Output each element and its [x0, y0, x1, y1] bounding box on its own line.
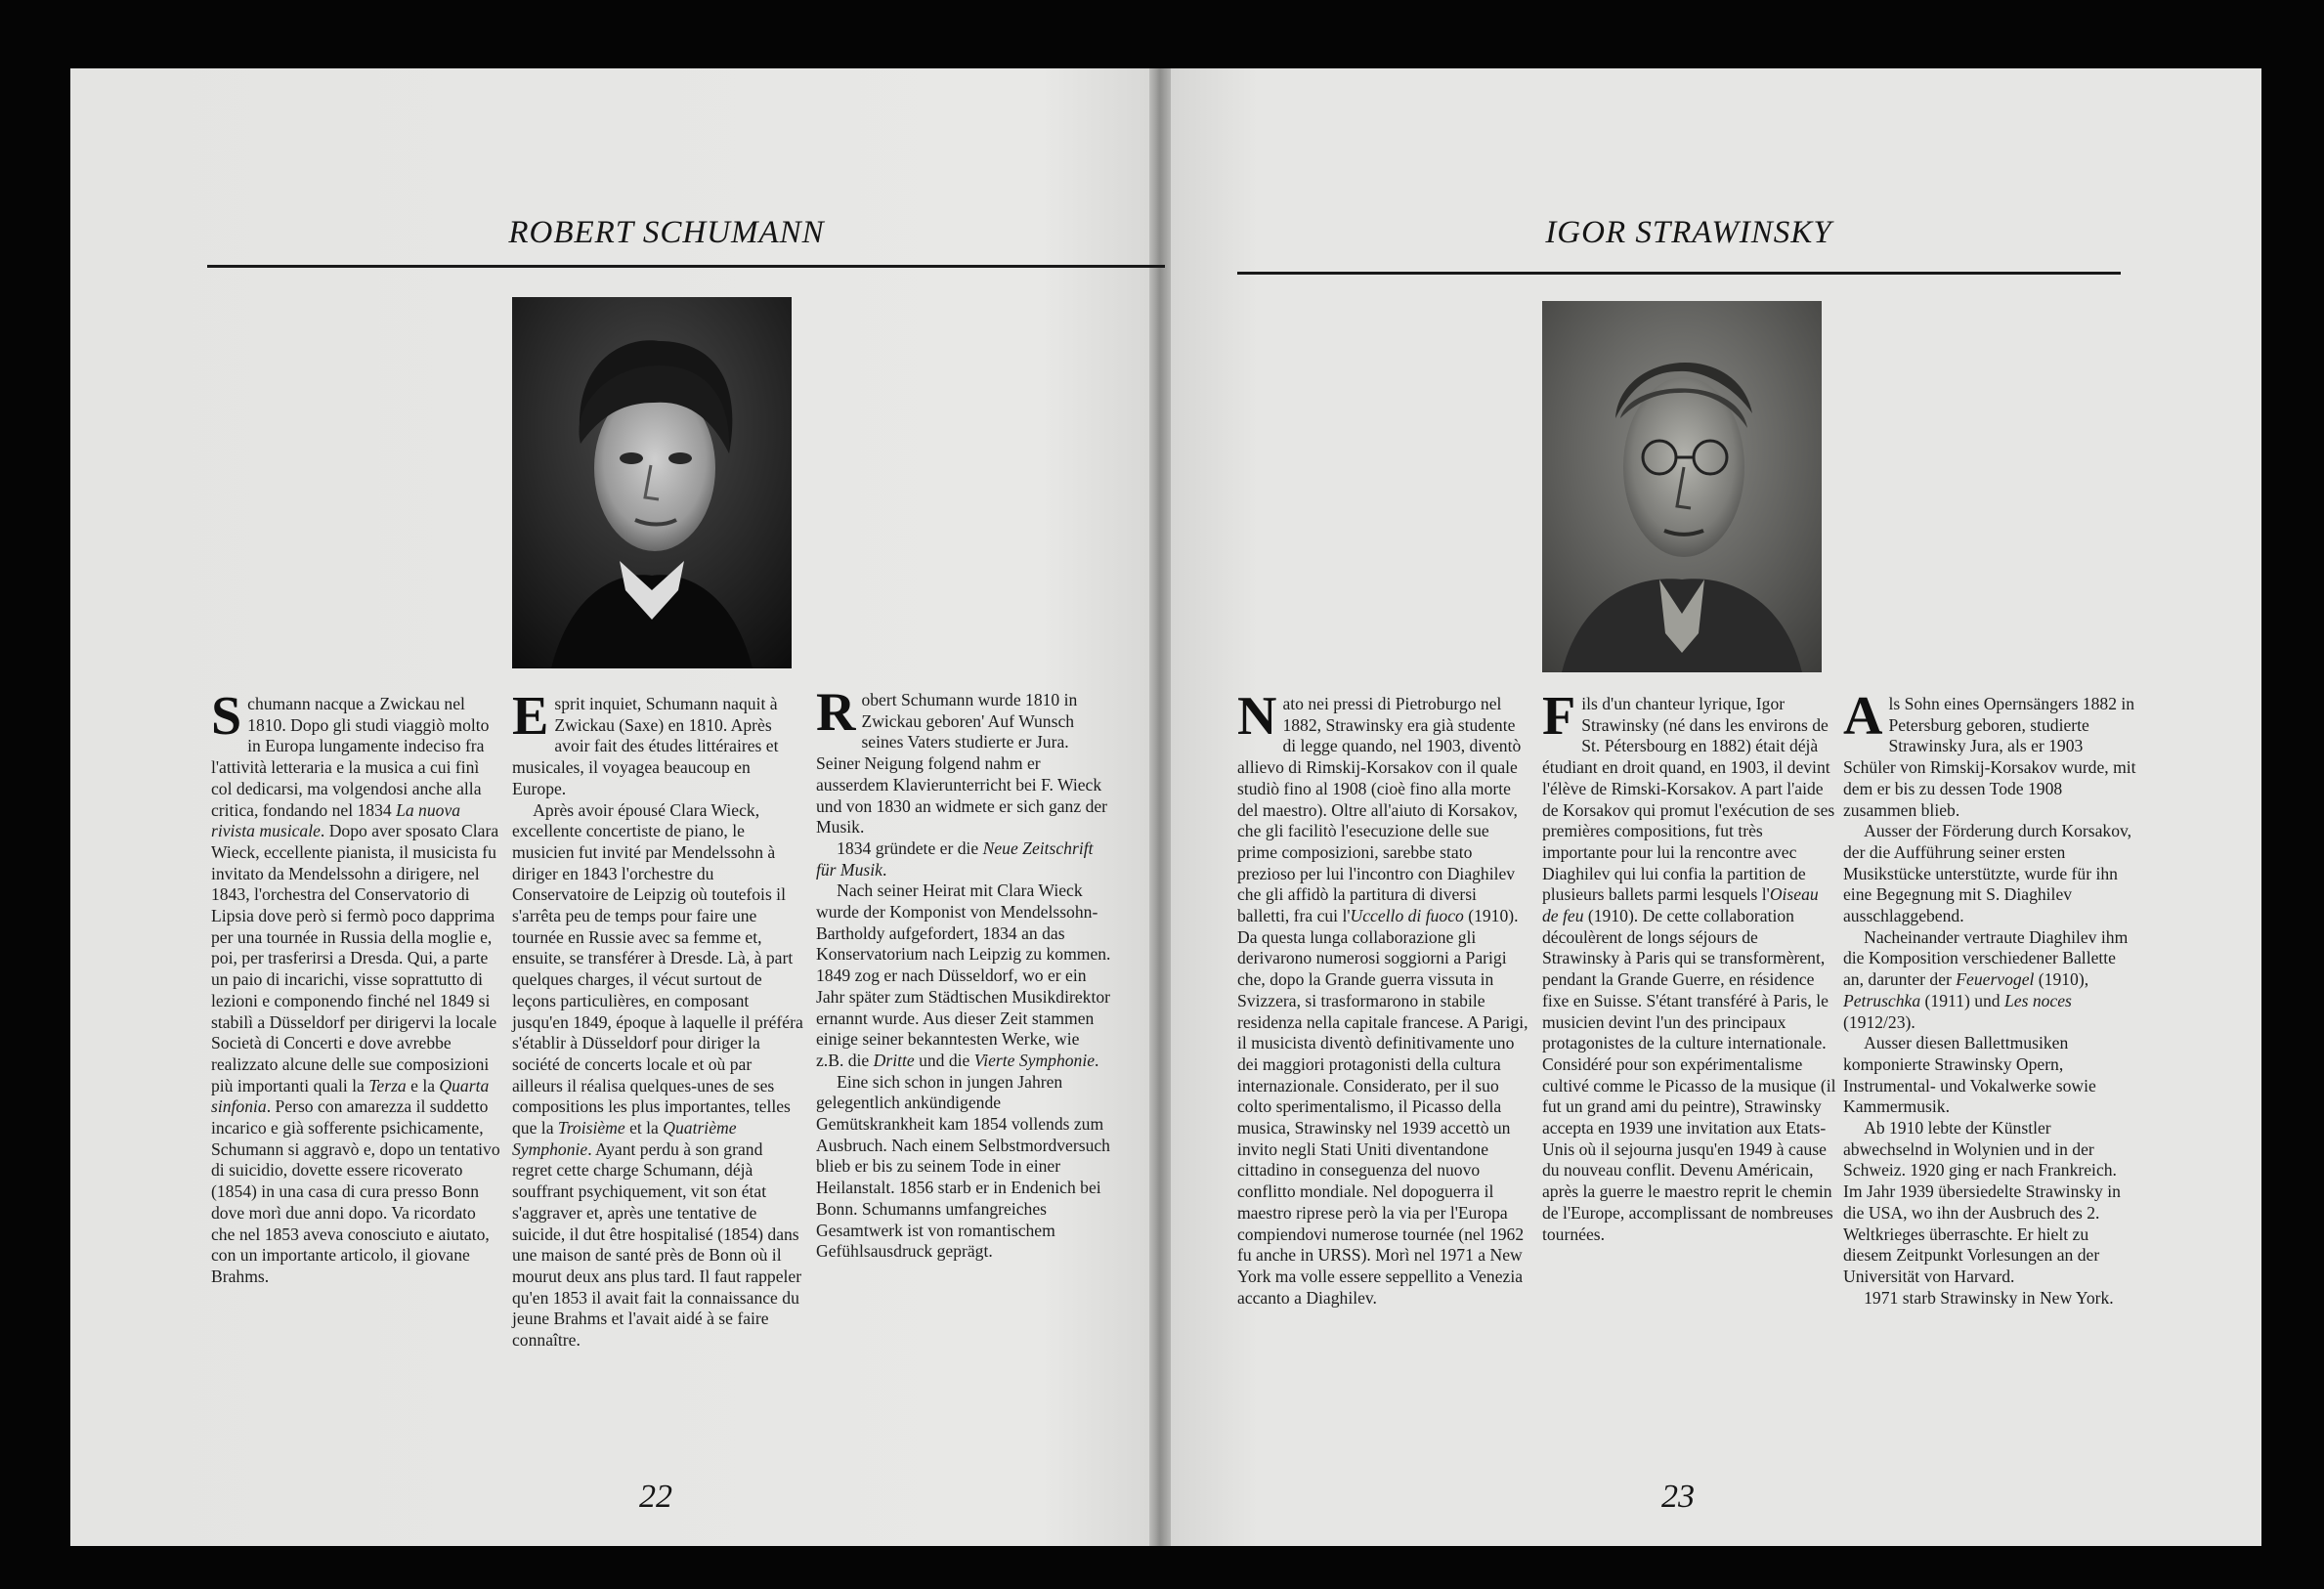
schumann-portrait: [512, 297, 792, 668]
drop-cap: S: [211, 686, 242, 747]
header-rule: [207, 265, 1165, 268]
schumann-text-german: [816, 682, 1111, 1263]
paragraph: Nato nei pressi di Pietroburgo nel 1882, Strawinsky era già studente di legge quando, nel 1903, diventò allievo di Rimskij-Korsakov con il quale studiò fino al 1908 (cioè fino alla morte del maestro). Oltre all'aiuto di Korsakov, che gli facilitò l'esecuzione delle sue prime composizioni, sarebbe stato prezioso per lui l'incontro con Diaghilev che gli affidò la partitura di diversi balletti, fra cui l'Uccello di fuoco (1910). Da questa lunga collaborazione gli derivarono numerosi soggiorni a Parigi che, dopo la Grande guerra vissuta in Svizzera, si trasformarono in stabile residenza nella capitale francese. A Parigi, il musicista diventò definitivamente uno dei maggiori protagonisti della cultura internazionale. Considerato, per il suo colto sperimentalismo, il Picasso della musica, Strawinsky nel 1939 accettò un invito negli Stati Uniti diventandone cittadino in conseguenza del nuovo conflitto mondiale. Nel dopoguerra il maestro riprese però la via per l'Europa compiendovi numerose tournée (nel 1962 fu anche in URSS). Morì nel 1971 a New York ma volle essere seppellito a Venezia accanto a Diaghilev.: [1237, 686, 1528, 1308]
drop-cap: N: [1237, 686, 1277, 747]
paragraph: Ausser der Förderung durch Korsakov, der die Aufführung seiner ersten Musikstücke unterstützte, wurde für ihn eine Begegnung mit S. Diaghilev ausschlaggebend.: [1843, 821, 2132, 926]
book-spine: [1149, 68, 1171, 1546]
schumann-portrait-drawing: [512, 297, 792, 668]
page-number-right: 23: [1661, 1479, 1695, 1515]
paragraph: 1971 starb Strawinsky in New York.: [1864, 1287, 2114, 1308]
strawinsky-text-french: [1542, 686, 1837, 1245]
drop-cap: F: [1542, 686, 1576, 747]
page-number-left: 22: [639, 1479, 672, 1515]
schumann-text-french: [512, 686, 805, 1352]
schumann-text-italian: [211, 686, 500, 1288]
paragraph: Ab 1910 lebte der Künstler abwechselnd in Wolynien und in der Schweiz. 1920 ging er nach Frankreich. Im Jahr 1939 übersiedelte Strawinsky in die USA, wo ihn der Ausbruch des 2. Weltkrieges überraschte. Er hielt zu diesem Zeitpunkt Vorlesungen an der Universität von Harvard.: [1843, 1118, 2121, 1286]
paragraph: 1834 gründete er die Neue Zeitschrift für Musik.: [816, 837, 1094, 880]
header-rule: [1237, 272, 2121, 275]
strawinsky-portrait-drawing: [1542, 301, 1822, 672]
page-header-schumann: ROBERT SCHUMANN: [508, 215, 825, 250]
right-page: [1171, 68, 2261, 1546]
drop-cap: A: [1843, 686, 1883, 747]
page-header-strawinsky: IGOR STRAWINSKY: [1545, 215, 1832, 250]
paragraph: Robert Schumann wurde 1810 in Zwickau geboren' Auf Wunsch seines Vaters studierte er Jura. Seiner Neigung folgend nahm er ausserdem Klavierunterricht bei F. Wieck und von 1830 an widmete er sich ganz der Musik.: [816, 682, 1108, 837]
paragraph: Esprit inquiet, Schumann naquit à Zwickau (Saxe) en 1810. Après avoir fait des études littéraires et musicales, il voyagea beaucoup en Europe.: [512, 686, 779, 798]
paragraph: Als Sohn eines Opernsängers 1882 in Petersburg geboren, studierte Strawinsky Jura, als er 1903 Schüler von Rimskij-Korsakov wurde, mit dem er bis zu dessen Tode 1908 zusammen blieb.: [1843, 686, 2136, 820]
drop-cap: R: [816, 682, 856, 743]
paragraph: Fils d'un chanteur lyrique, Igor Strawinsky (né dans les environs de St. Pétersbourg en 1882) était déjà étudiant en droit quand, en 1903, il devint l'élève de Rimski-Korsakov. A part l'aide de Korsakov qui promut l'exécution de ses premières compositions, fut très importante pour lui la rencontre avec Diaghilev qui lui confia la partition de plusieurs ballets parmi lesquels l'Oiseau de feu (1910). De cette collaboration découlèrent de longs séjours de Strawinsky à Paris qui se transformèrent, pendant la Grande Guerre, en résidence fixe en Suisse. S'étant transféré à Paris, le musicien devint l'un des principaux protagonistes de la culture internationale. Considéré pour son expérimentalisme cultivé comme le Picasso de la musique (il fut un grand ami du peintre), Strawinsky accepta en 1939 une invitation aux Etats-Unis où il sejourna jusqu'en 1949 à cause du nouveau conflit. Devenu Américain, après la guerre le maestro reprit le chemin de l'Europe, accomplissant de nombreuses tournées.: [1542, 686, 1836, 1244]
strawinsky-text-german: [1843, 686, 2136, 1309]
paragraph: Nacheinander vertraute Diaghilev ihm die Komposition verschiedener Ballette an, darunter der Feuervogel (1910), Petruschka (1911) und Les noces (1912/23).: [1843, 926, 2129, 1032]
paragraph: Schumann nacque a Zwickau nel 1810. Dopo gli studi viaggiò molto in Europa lungamente indeciso fra l'attività letteraria e la musica a cui finì col dedicarsi, ma volgendosi anche alla critica, fondando nel 1834 La nuova rivista musicale. Dopo aver sposato Clara Wieck, eccellente pianista, il musicista fu invitato da Mendelssohn a dirigere, nel 1843, l'orchestra del Conservatorio di Lipsia dove però si fermò poco dapprima per una tournée in Russia della moglie e, poi, per trasferirsi a Dresda. Qui, a parte un paio di incarichi, visse soprattutto di lezioni e componendo finché nel 1849 si stabilì a Düsseldorf per dirigervi la locale Società di Concerti e dove avrebbe realizzato alcune delle sue composizioni più importanti quali la Terza e la Quarta sinfonia. Perso con amarezza il suddetto incarico e già sofferente psichicamente, Schumann si aggravò e, dopo un tentativo di suicidio, dovette essere ricoverato (1854) in una casa di cura presso Bonn dove morì due anni dopo. Va ricordato che nel 1853 aveva conosciuto e aiutato, con un importante articolo, il giovane Brahms.: [211, 686, 500, 1286]
paragraph: Nach seiner Heirat mit Clara Wieck wurde der Komponist von Mendelssohn- Bartholdy aufgefordert, 1834 an das Konservatorium nach Leipzig zu kommen. 1849 zog er nach Düsseldorf, wo er ein Jahr später zum Städtischen Musikdirektor ernannt wurde. Aus dieser Zeit stammen einige seiner bekanntesten Werke, wie z.B. die Dritte und die Vierte Symphonie.: [816, 880, 1111, 1070]
drop-cap: E: [512, 686, 549, 747]
left-page: [70, 68, 1149, 1546]
paragraph: Après avoir épousé Clara Wieck, excellente concertiste de piano, le musicien fut invité par Mendelssohn à diriger en 1843 l'orchestre du Conservatoire de Leipzig où toutefois il s'arrêta peu de temps pour faire une tournée en Russie avec sa femme et, ensuite, se transférer à Dresde. Là, à part quelques charges, il vécut surtout de leçons particulières, en composant jusqu'en 1849, époque à laquelle il préféra s'établir à Düsseldorf pour diriger la société de concerts locale et où par ailleurs il réalisa quelques-unes de ses compositions les plus importantes, telles que la Troisième et la Quatrième Symphonie. Ayant perdu à son grand regret cette charge Schumann, déjà souffrant psychiquement, vit son état s'aggraver et, après une tentative de suicide, il dut être hospitalisé (1854) dans une maison de santé près de Bonn où il mourut deux ans plus tard. Il faut rappeler qu'en 1853 il avait fait la connaissance du jeune Brahms et l'avait aidé à se faire connaître.: [512, 799, 803, 1351]
strawinsky-text-italian: [1237, 686, 1532, 1309]
paragraph: Ausser diesen Ballettmusiken komponierte Strawinsky Opern, Instrumental- und Vokalwerke sowie Kammermusik.: [1843, 1033, 2096, 1117]
paragraph: Eine sich schon in jungen Jahren gelegentlich ankündigende Gemütskrankheit kam 1854 vollends zum Ausbruch. Nach einem Selbstmordversuch blieb er bis zu seinem Tode in einer Heilanstalt. 1856 starb er in Endenich bei Bonn. Schumanns umfangreiches Gesamtwerk ist von romantischem Gefühlsausdruck geprägt.: [816, 1071, 1110, 1262]
strawinsky-portrait: [1542, 301, 1822, 672]
